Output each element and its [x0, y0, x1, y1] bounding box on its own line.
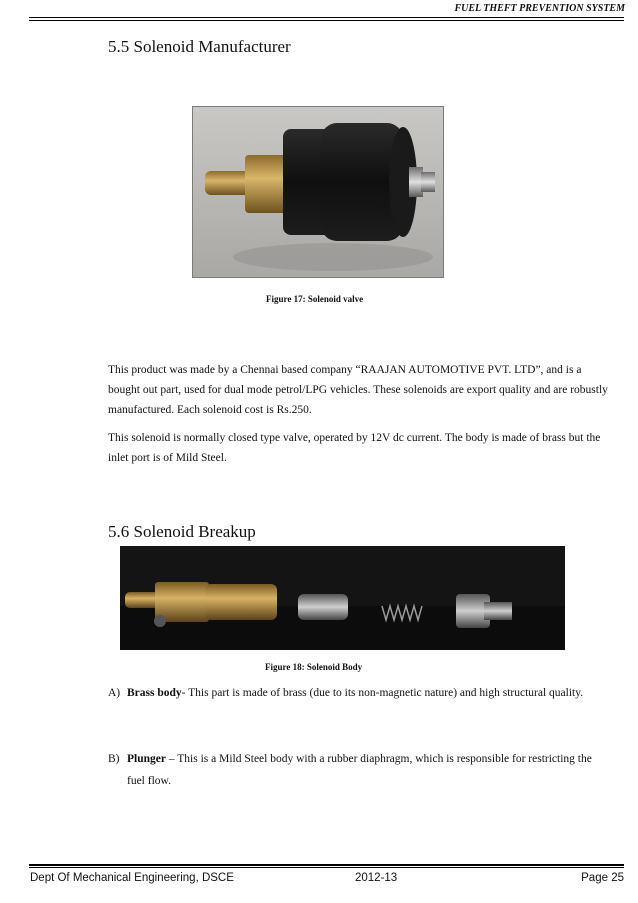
footer-page-number: Page 25 [581, 872, 624, 884]
list-item-plunger [108, 748, 608, 792]
list-marker: A) [108, 687, 121, 699]
list-marker: B) [108, 753, 120, 765]
footer-rule [29, 864, 624, 866]
paragraph-manufacturer: This product was made by a Chennai based company “RAAJAN AUTOMOTIVE PVT. LTD”, and is a bought out part, used for dual mode petrol/LPG vehicles. These solenoids are export quality and are robustly manufactured. Each solenoid cost is Rs.250. [108, 364, 608, 416]
figure-18-caption: Figure 18: Solenoid Body [265, 662, 363, 672]
figure-17-caption: Figure 17: Solenoid valve [266, 294, 364, 304]
solenoid-breakup-photo [120, 546, 565, 650]
list-term: Brass body [127, 687, 182, 699]
footer-year: 2012-13 [355, 872, 398, 884]
list-item-brass-body [108, 682, 608, 704]
header-rule [29, 17, 624, 18]
footer-department: Dept Of Mechanical Engineering, DSCE [30, 872, 234, 884]
list-text: – This is a Mild Steel body with a rubber diaphragm, which is responsible for restricting the fuel flow. [127, 753, 592, 787]
paragraph-valve-type: This solenoid is normally closed type valve, operated by 12V dc current. The body is made of brass but the inlet port is of Mild Steel. [108, 432, 601, 464]
section-heading-5-6: 5.6 Solenoid Breakup [108, 522, 256, 541]
section-heading-5-5: 5.5 Solenoid Manufacturer [108, 37, 291, 56]
list-text: - This part is made of brass (due to its non-magnetic nature) and high structural quality. [181, 687, 584, 699]
list-term: Plunger [127, 753, 166, 765]
header-rule-thin [29, 20, 624, 21]
footer-rule-thin [29, 867, 624, 868]
header-title: FUEL THEFT PREVENTION SYSTEM [454, 3, 625, 14]
solenoid-valve-photo [192, 106, 444, 278]
